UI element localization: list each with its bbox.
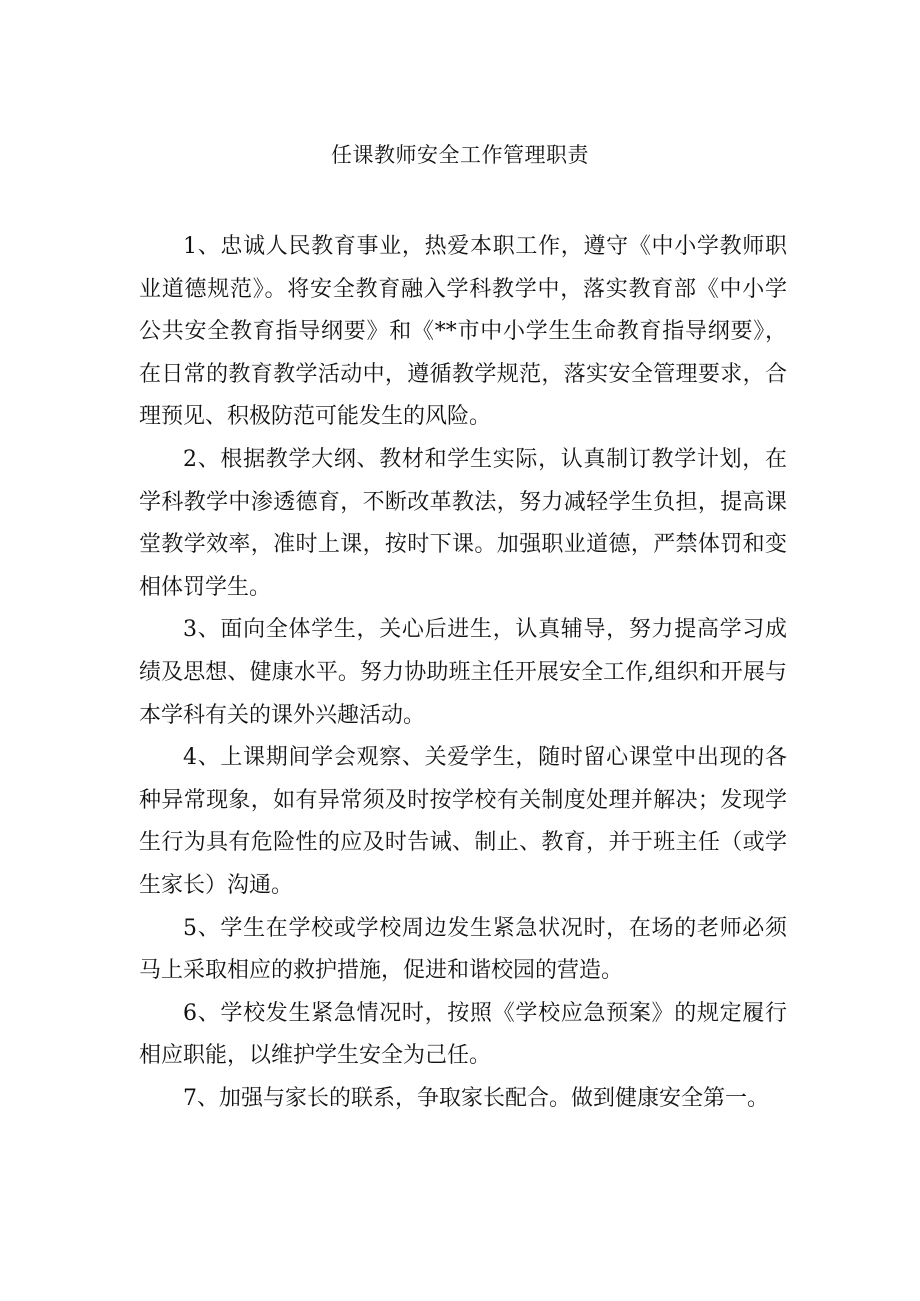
paragraph-2: 2、根据教学大纲、教材和学生实际，认真制订教学计划，在学科教学中渗透德育，不断改革教法，努力减轻学生负担，提高课堂教学效率，准时上课，按时下课。加强职业道德，严禁体罚和变相体罚学生。 xyxy=(139,446,787,600)
document-body xyxy=(139,226,787,1120)
paragraph-3: 3、面向全体学生，关心后进生，认真辅导，努力提高学习成绩及思想、健康水平。努力协助班主任开展安全工作,组织和开展与本学科有关的课外兴趣活动。 xyxy=(139,617,787,728)
paragraph-7: 7、加强与家长的联系，争取家长配合。做到健康安全第一。 xyxy=(183,1085,769,1111)
document-title: 任课教师安全工作管理职责 xyxy=(331,143,589,167)
paragraph-5: 5、学生在学校或学校周边发生紧急状况时，在场的老师必须马上采取相应的救护措施，促进和谐校园的营造。 xyxy=(139,915,787,984)
paragraph-4: 4、上课期间学会观察、关爱学生，随时留心课堂中出现的各种异常现象，如有异常须及时按学校有关制度处理并解决；发现学生行为具有危险性的应及时告诫、制止、教育，并于班主任（或学生家长）沟通。 xyxy=(139,745,787,898)
paragraph-6: 6、学校发生紧急情况时，按照《学校应急预案》的规定履行相应职能，以维护学生安全为己任。 xyxy=(139,1000,787,1069)
paragraph-1: 1、忠诚人民教育事业，热爱本职工作，遵守《中小学教师职业道德规范》。将安全教育融入学科教学中，落实教育部《中小学公共安全教育指导纲要》和《**市中小学生生命教育指导纲要》，在日常的教育教学活动中，遵循教学规范，落实安全管理要求，合理预见、积极防范可能发生的风险。 xyxy=(139,234,787,430)
